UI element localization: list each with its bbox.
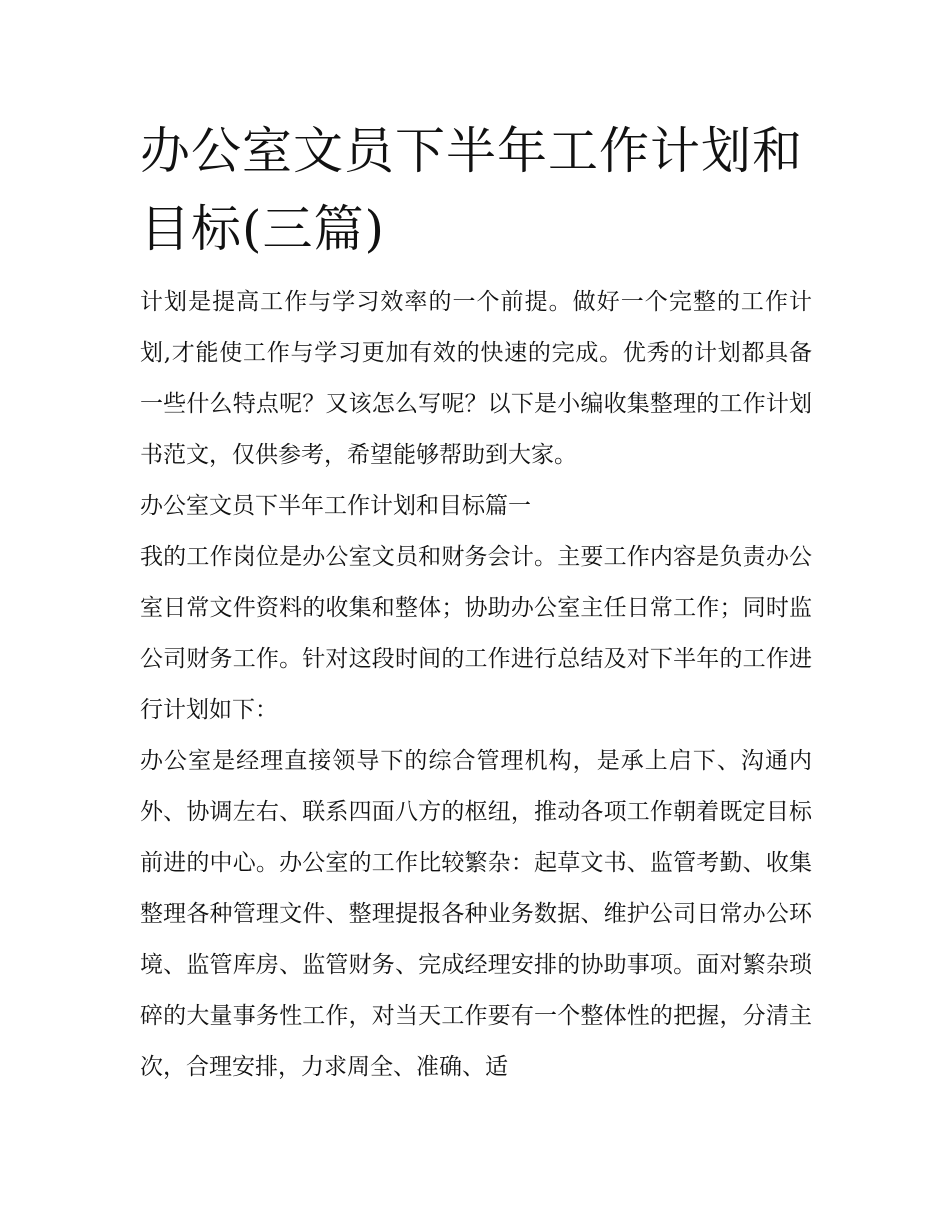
section-heading: 办公室文员下半年工作计划和目标篇一 bbox=[140, 493, 531, 519]
document-body bbox=[140, 277, 812, 1093]
intro-paragraph: 计划是提高工作与学习效率的一个前提。做好一个完整的工作计划,才能使工作与学习更加有效的快速的完成。优秀的计划都具备一些什么特点呢？又该怎么写呢？以下是小编收集整理的工作计划书范文，仅供参考，希望能够帮助到大家。 bbox=[140, 289, 812, 468]
body-paragraph: 办公室是经理直接领导下的综合管理机构，是承上启下、沟通内外、协调左右、联系四面八方的枢纽，推动各项工作朝着既定目标前进的中心。办公室的工作比较繁杂：起草文书、监管考勤、收集整理各种管理文件、整理提报各种业务数据、维护公司日常办公环境、监管库房、监管财务、完成经理安排的协助事项。面对繁杂琐碎的大量事务性工作，对当天工作要有一个整体性的把握，分清主次，合理安排，力求周全、准确、适 bbox=[140, 748, 812, 1080]
document-title: 办公室文员下半年工作计划和目标(三篇) bbox=[140, 122, 803, 258]
body-paragraph: 我的工作岗位是办公室文员和财务会计。主要工作内容是负责办公室日常文件资料的收集和整体；协助办公室主任日常工作；同时监公司财务工作。针对这段时间的工作进行总结及对下半年的工作进行计划如下： bbox=[140, 544, 812, 723]
